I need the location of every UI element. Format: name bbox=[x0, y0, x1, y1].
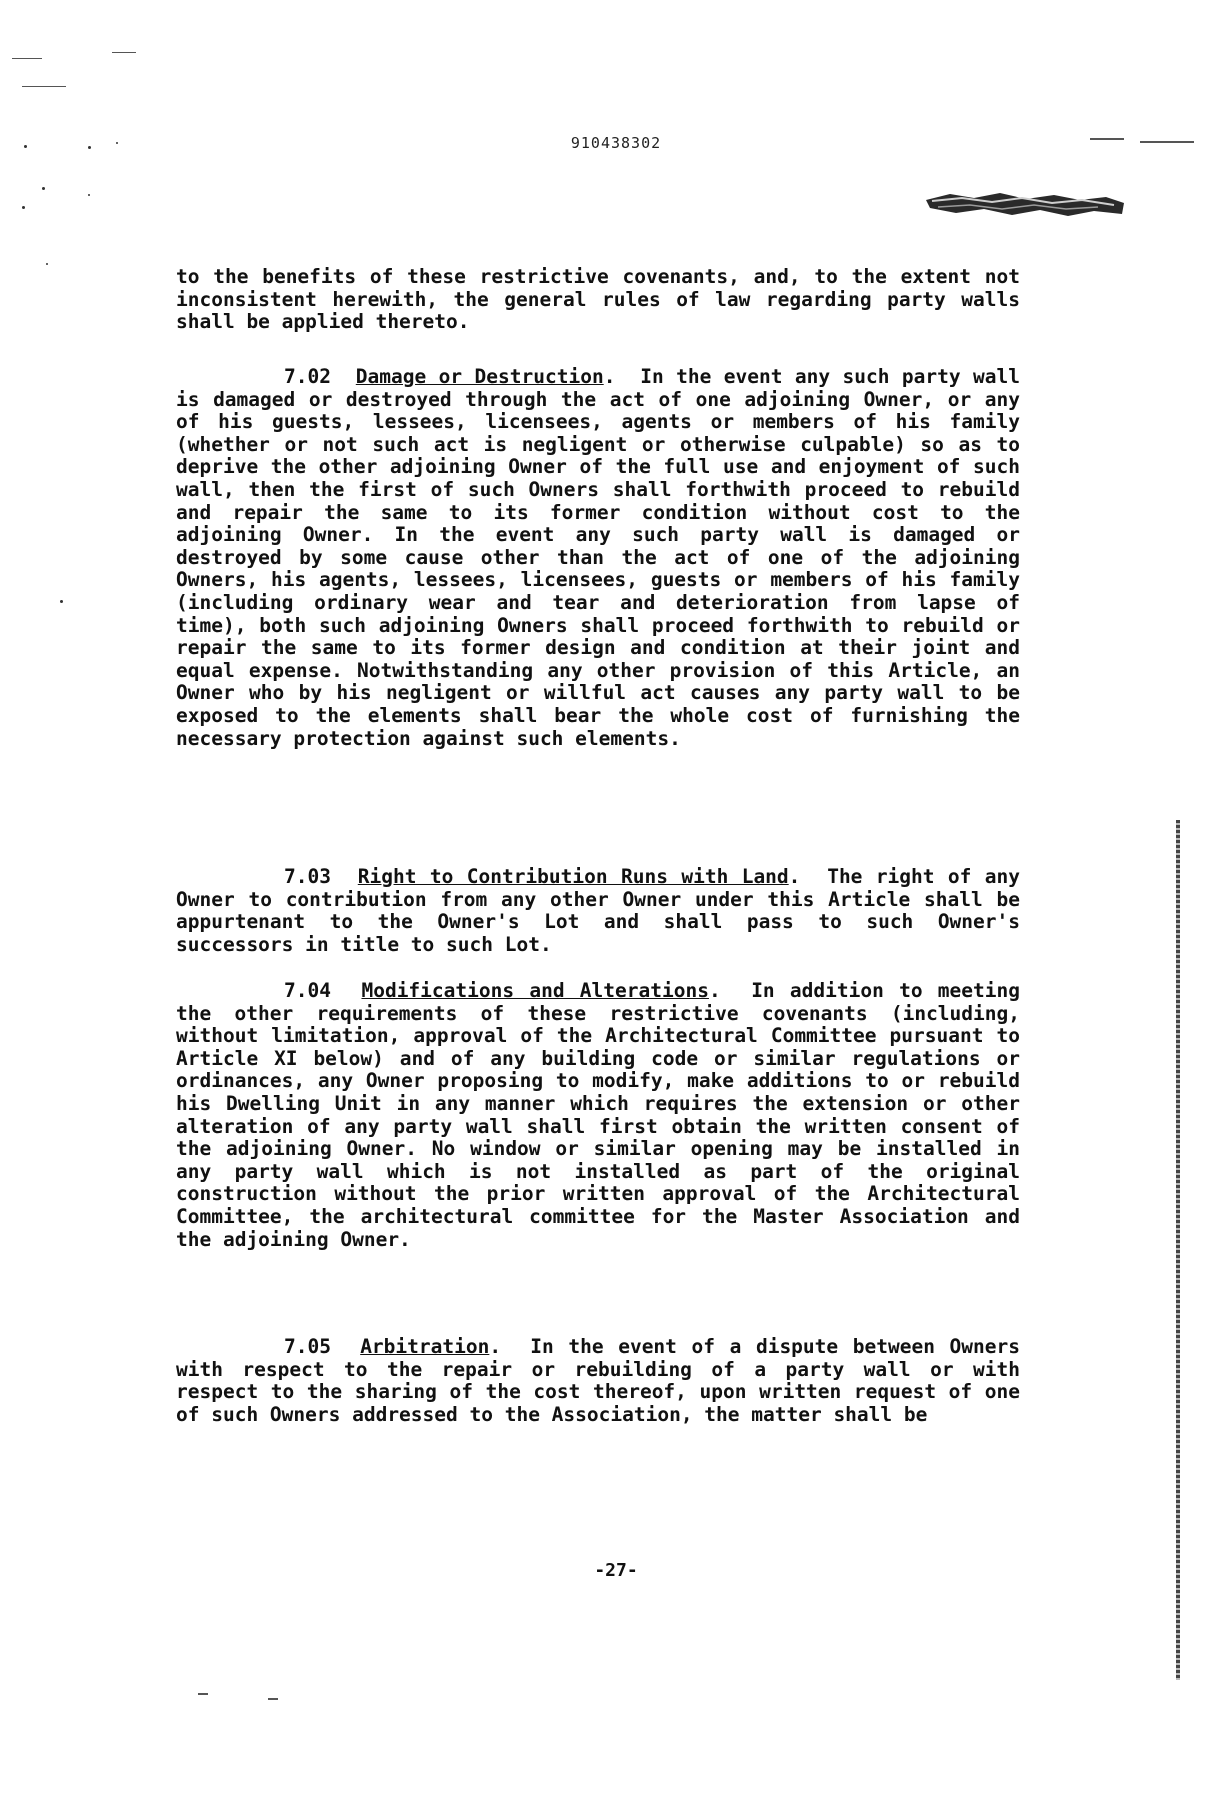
section-body: In the event any such party wall is damaged or destroyed through the act of one adjoining Owner, or any of his guests, lessees, licensees, agents or members of his family (whether or not such act is negligent or otherwise culpable) so as to deprive the other adjoining Owner of the full use and enjoyment of such wall, then the first of such Owners shall forthwith proceed to rebuild and repair the same to its former condition without cost to the adjoining Owner. In the event any such party wall is damaged or destroyed by some cause other than the act of one of the adjoining Owners, his agents, lessees, licensees, guests or members of his family (including ordinary wear and tear and deterioration from lapse of time), both such adjoining Owners shall proceed forthwith to rebuild or repair the same to its former design and condition at their joint and equal expense. Notwithstanding any other provision of this Article, an Owner who by his negligent or willful act causes any party wall to be exposed to the elements shall bear the whole cost of furnishing the necessary protection against such elements. bbox=[176, 365, 1020, 750]
page-number: -27- bbox=[594, 1560, 638, 1581]
scan-speck bbox=[88, 194, 90, 196]
section-7-03 bbox=[176, 866, 1020, 956]
scan-speck bbox=[22, 206, 25, 209]
section-body: In the event of a dispute between Owners with respect to the repair or rebuilding of a party wall or with respect to the sharing of the cost thereof, upon written request of one of such Owners addressed to the Association, the matter shall be bbox=[176, 1335, 1020, 1426]
section-7-05 bbox=[176, 1336, 1020, 1426]
section-heading: Right to Contribution Runs with Land bbox=[357, 865, 789, 888]
section-7-02 bbox=[176, 366, 1020, 750]
section-paragraph: 7.05 Arbitration. In the event of a dispute between Owners with respect to the repair or rebuilding of a party wall or with respect to the sharing of the cost thereof, upon written request of one of such Owners addressed to the Association, the matter shall be bbox=[176, 1335, 1020, 1426]
section-paragraph: 7.03 Right to Contribution Runs with Land. The right of any Owner to contribution from any other Owner under this Article shall be appurtenant to the Owner's Lot and shall pass to such Owner's successors in title to such Lot. bbox=[176, 865, 1020, 956]
scan-mark bbox=[198, 1693, 208, 1695]
scan-mark bbox=[12, 58, 42, 59]
section-number: 7.05 bbox=[284, 1335, 331, 1358]
scan-mark bbox=[22, 86, 66, 87]
section-heading: Arbitration bbox=[360, 1335, 490, 1358]
section-paragraph: 7.04 Modifications and Alterations. In addition to meeting the other requirements of these restrictive covenants (including, without limitation, approval of the Architectural Committee pursuant to Article XI below) and of any building code or similar regulations or ordinances, any Owner proposing to modify, make additions to or rebuild his Dwelling Unit in any manner which requires the extension or other alteration of any party wall shall first obtain the written consent of the adjoining Owner. No window or similar opening may be installed in any party wall which is not installed as part of the original construction without the prior written approval of the Architectural Committee, the architectural committee for the Master Association and the adjoining Owner. bbox=[176, 979, 1020, 1251]
section-number: 7.04 bbox=[284, 979, 331, 1002]
section-number: 7.03 bbox=[284, 865, 331, 888]
section-body: In addition to meeting the other requirements of these restrictive covenants (including, without limitation, approval of the Architectural Committee pursuant to Article XI below) and of any building code or similar regulations or ordinances, any Owner proposing to modify, make additions to or rebuild his Dwelling Unit in any manner which requires the extension or other alteration of any party wall shall first obtain the written consent of the adjoining Owner. No window or similar opening may be installed in any party wall which is not installed as part of the original construction without the prior written approval of the Architectural Committee, the architectural committee for the Master Association and the adjoining Owner. bbox=[176, 979, 1020, 1251]
section-paragraph: 7.02 Damage or Destruction. In the event any such party wall is damaged or destroyed through the act of one adjoining Owner, or any of his guests, lessees, licensees, agents or members of his family (whether or not such act is negligent or otherwise culpable) so as to deprive the other adjoining Owner of the full use and enjoyment of such wall, then the first of such Owners shall forthwith proceed to rebuild and repair the same to its former condition without cost to the adjoining Owner. In the event any such party wall is damaged or destroyed by some cause other than the act of one of the adjoining Owners, his agents, lessees, licensees, guests or members of his family (including ordinary wear and tear and deterioration from lapse of time), both such adjoining Owners shall proceed forthwith to rebuild or repair the same to its former design and condition at their joint and equal expense. Notwithstanding any other provision of this Article, an Owner who by his negligent or willful act causes any party wall to be exposed to the elements shall bear the whole cost of furnishing the necessary protection against such elements. bbox=[176, 365, 1020, 750]
scan-mark bbox=[112, 52, 136, 53]
continuation-text: to the benefits of these restrictive covenants, and, to the extent not inconsistent herewith, the general rules of law regarding party walls shall be applied thereto. bbox=[176, 265, 1020, 334]
continuation-paragraph bbox=[176, 266, 1020, 334]
section-body: The right of any Owner to contribution from any other Owner under this Article shall be appurtenant to the Owner's Lot and shall pass to such Owner's successors in title to such Lot. bbox=[176, 865, 1020, 956]
scan-speck bbox=[46, 263, 48, 265]
section-number: 7.02 bbox=[284, 365, 331, 388]
section-heading: Damage or Destruction bbox=[355, 365, 604, 388]
section-7-04 bbox=[176, 980, 1020, 1251]
scan-mark bbox=[268, 1698, 278, 1700]
redacted-stamp-mark bbox=[922, 186, 1128, 220]
document-id: 910438302 bbox=[570, 134, 662, 152]
scan-speck bbox=[60, 600, 63, 603]
scan-edge bbox=[1176, 820, 1180, 1680]
scan-speck bbox=[42, 187, 45, 190]
section-heading: Modifications and Alterations bbox=[361, 979, 709, 1002]
